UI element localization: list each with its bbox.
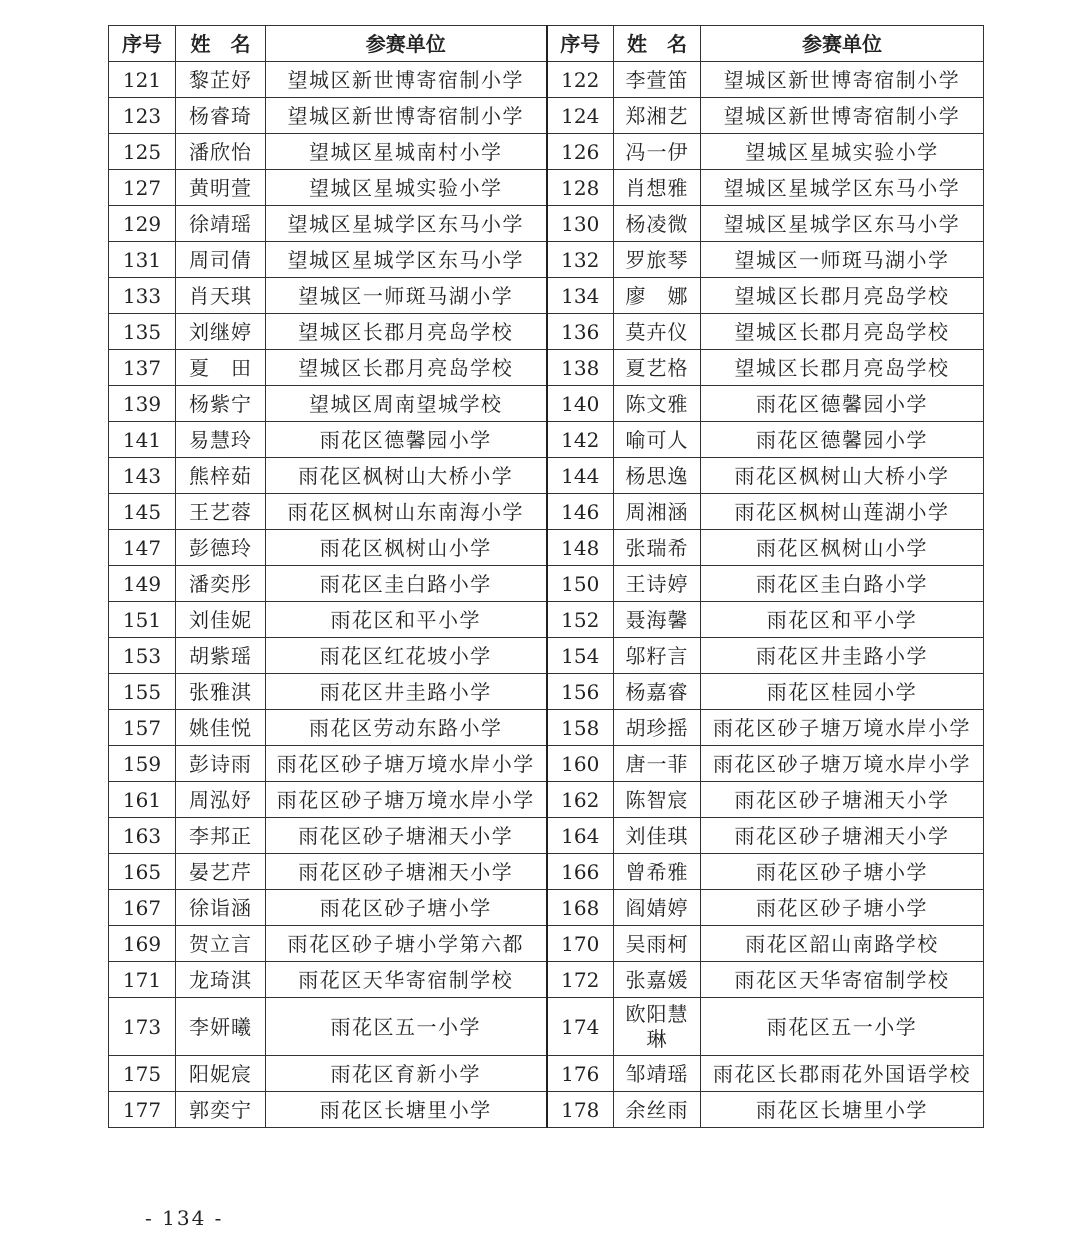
table-row: [109, 98, 984, 134]
table-row: [109, 782, 984, 818]
table-row: [109, 386, 984, 422]
participant-unit: 雨花区劳动东路小学: [266, 710, 547, 746]
table-row: [109, 170, 984, 206]
row-number: 121: [109, 62, 176, 98]
participant-unit: 雨花区砂子塘万境水岸小学: [701, 746, 984, 782]
table-body: [109, 62, 984, 1128]
participant-unit: 雨花区砂子塘小学: [701, 890, 984, 926]
participant-name: 周司倩: [176, 242, 266, 278]
participant-name: 冯一伊: [614, 134, 701, 170]
participant-name: 姚佳悦: [176, 710, 266, 746]
participant-name: 李萱笛: [614, 62, 701, 98]
participant-unit: 雨花区枫树山莲湖小学: [701, 494, 984, 530]
row-number: 164: [547, 818, 614, 854]
participant-unit: 雨花区砂子塘万境水岸小学: [266, 746, 547, 782]
table-row: [109, 566, 984, 602]
participant-unit: 雨花区井圭路小学: [266, 674, 547, 710]
participant-unit: 雨花区长塘里小学: [701, 1092, 984, 1128]
table-row: [109, 818, 984, 854]
header-row: [109, 26, 984, 62]
participant-name: 易慧玲: [176, 422, 266, 458]
participant-unit: 望城区长郡月亮岛学校: [266, 314, 547, 350]
header-name: 姓 名: [614, 26, 701, 62]
row-number: 139: [109, 386, 176, 422]
row-number: 152: [547, 602, 614, 638]
participant-name: 李邦正: [176, 818, 266, 854]
participant-name: 夏 田: [176, 350, 266, 386]
row-number: 135: [109, 314, 176, 350]
table-row: [109, 854, 984, 890]
participant-name: 彭诗雨: [176, 746, 266, 782]
participant-unit: 望城区星城学区东马小学: [266, 206, 547, 242]
participant-name: 唐一菲: [614, 746, 701, 782]
row-number: 171: [109, 962, 176, 998]
row-number: 128: [547, 170, 614, 206]
participant-unit: 雨花区圭白路小学: [701, 566, 984, 602]
participant-name: 刘佳琪: [614, 818, 701, 854]
participant-unit: 雨花区天华寄宿制学校: [266, 962, 547, 998]
row-number: 124: [547, 98, 614, 134]
participant-table: [108, 25, 984, 1128]
row-number: 156: [547, 674, 614, 710]
table-row: [109, 242, 984, 278]
participant-unit: 雨花区枫树山东南海小学: [266, 494, 547, 530]
participant-name: 晏艺芹: [176, 854, 266, 890]
participant-name: 余丝雨: [614, 1092, 701, 1128]
header-seq: 序号: [547, 26, 614, 62]
participant-unit: 望城区长郡月亮岛学校: [266, 350, 547, 386]
participant-name: 郭奕宁: [176, 1092, 266, 1128]
participant-unit: 雨花区枫树山小学: [701, 530, 984, 566]
participant-name: 张瑞希: [614, 530, 701, 566]
participant-name: 张嘉媛: [614, 962, 701, 998]
participant-name: 欧阳慧琳: [614, 998, 701, 1056]
row-number: 140: [547, 386, 614, 422]
participant-unit: 望城区新世博寄宿制小学: [701, 62, 984, 98]
participant-unit: 雨花区德馨园小学: [701, 422, 984, 458]
row-number: 144: [547, 458, 614, 494]
header-unit: 参赛单位: [266, 26, 547, 62]
participant-unit: 雨花区桂园小学: [701, 674, 984, 710]
table-row: [109, 278, 984, 314]
participant-name: 徐靖瑶: [176, 206, 266, 242]
participant-unit: 雨花区砂子塘湘天小学: [701, 782, 984, 818]
participant-unit: 望城区星城学区东马小学: [701, 206, 984, 242]
participant-name: 肖想雅: [614, 170, 701, 206]
participant-name: 阳妮宸: [176, 1056, 266, 1092]
participant-name: 杨思逸: [614, 458, 701, 494]
participant-unit: 雨花区砂子塘小学: [266, 890, 547, 926]
table-row: [109, 494, 984, 530]
participant-name: 罗旅琴: [614, 242, 701, 278]
table-row: [109, 962, 984, 998]
participant-unit: 望城区星城南村小学: [266, 134, 547, 170]
row-number: 130: [547, 206, 614, 242]
participant-name: 胡珍摇: [614, 710, 701, 746]
table-row: [109, 710, 984, 746]
row-number: 153: [109, 638, 176, 674]
participant-name: 胡紫瑶: [176, 638, 266, 674]
row-number: 162: [547, 782, 614, 818]
table-row: [109, 674, 984, 710]
row-number: 177: [109, 1092, 176, 1128]
participant-unit: 雨花区砂子塘湘天小学: [701, 818, 984, 854]
row-number: 169: [109, 926, 176, 962]
header-name: 姓 名: [176, 26, 266, 62]
row-number: 122: [547, 62, 614, 98]
row-number: 131: [109, 242, 176, 278]
row-number: 150: [547, 566, 614, 602]
participant-name: 贺立言: [176, 926, 266, 962]
header-seq: 序号: [109, 26, 176, 62]
participant-unit: 望城区星城学区东马小学: [266, 242, 547, 278]
table-row: [109, 638, 984, 674]
table-row: [109, 350, 984, 386]
participant-unit: 雨花区和平小学: [266, 602, 547, 638]
participant-unit: 雨花区枫树山大桥小学: [701, 458, 984, 494]
row-number: 157: [109, 710, 176, 746]
participant-unit: 雨花区和平小学: [701, 602, 984, 638]
participant-unit: 雨花区五一小学: [266, 998, 547, 1056]
participant-name: 周湘涵: [614, 494, 701, 530]
participant-name: 郑湘艺: [614, 98, 701, 134]
participant-name: 夏艺格: [614, 350, 701, 386]
table-row: [109, 1056, 984, 1092]
participant-unit: 雨花区育新小学: [266, 1056, 547, 1092]
table-row: [109, 1092, 984, 1128]
participant-unit: 雨花区枫树山小学: [266, 530, 547, 566]
participant-unit: 雨花区五一小学: [701, 998, 984, 1056]
participant-unit: 雨花区砂子塘湘天小学: [266, 854, 547, 890]
row-number: 143: [109, 458, 176, 494]
row-number: 136: [547, 314, 614, 350]
participant-name: 邬籽言: [614, 638, 701, 674]
participant-unit: 雨花区砂子塘万境水岸小学: [266, 782, 547, 818]
participant-name: 陈文雅: [614, 386, 701, 422]
row-number: 174: [547, 998, 614, 1056]
row-number: 145: [109, 494, 176, 530]
participant-unit: 雨花区井圭路小学: [701, 638, 984, 674]
participant-name: 刘佳妮: [176, 602, 266, 638]
row-number: 165: [109, 854, 176, 890]
row-number: 176: [547, 1056, 614, 1092]
row-number: 137: [109, 350, 176, 386]
participant-unit: 望城区一师斑马湖小学: [266, 278, 547, 314]
row-number: 129: [109, 206, 176, 242]
table-row: [109, 530, 984, 566]
row-number: 138: [547, 350, 614, 386]
participant-name: 杨嘉睿: [614, 674, 701, 710]
row-number: 178: [547, 1092, 614, 1128]
participant-name: 廖 娜: [614, 278, 701, 314]
participant-name: 黎芷妤: [176, 62, 266, 98]
participant-name: 黄明萱: [176, 170, 266, 206]
participant-name: 张雅淇: [176, 674, 266, 710]
participant-unit: 雨花区长塘里小学: [266, 1092, 547, 1128]
participant-unit: 望城区新世博寄宿制小学: [266, 62, 547, 98]
table-row: [109, 62, 984, 98]
table-row: [109, 602, 984, 638]
participant-name: 曾希雅: [614, 854, 701, 890]
row-number: 172: [547, 962, 614, 998]
participant-unit: 望城区星城学区东马小学: [701, 170, 984, 206]
page-number: - 134 -: [145, 1206, 224, 1230]
row-number: 160: [547, 746, 614, 782]
participant-unit: 雨花区德馨园小学: [701, 386, 984, 422]
participant-name: 吴雨柯: [614, 926, 701, 962]
participant-unit: 雨花区圭白路小学: [266, 566, 547, 602]
participant-name: 聂海馨: [614, 602, 701, 638]
row-number: 149: [109, 566, 176, 602]
participant-unit: 望城区星城实验小学: [701, 134, 984, 170]
participant-name: 龙琦淇: [176, 962, 266, 998]
participant-unit: 雨花区砂子塘万境水岸小学: [701, 710, 984, 746]
participant-unit: 望城区长郡月亮岛学校: [701, 278, 984, 314]
participant-name: 杨凌微: [614, 206, 701, 242]
participant-name: 王艺蓉: [176, 494, 266, 530]
participant-unit: 雨花区长郡雨花外国语学校: [701, 1056, 984, 1092]
row-number: 151: [109, 602, 176, 638]
row-number: 141: [109, 422, 176, 458]
participant-unit: 雨花区砂子塘小学: [701, 854, 984, 890]
row-number: 163: [109, 818, 176, 854]
row-number: 134: [547, 278, 614, 314]
row-number: 173: [109, 998, 176, 1056]
participant-unit: 望城区新世博寄宿制小学: [701, 98, 984, 134]
row-number: 132: [547, 242, 614, 278]
participant-name: 彭德玲: [176, 530, 266, 566]
participant-unit: 望城区新世博寄宿制小学: [266, 98, 547, 134]
participant-name: 邹靖瑶: [614, 1056, 701, 1092]
participant-name: 王诗婷: [614, 566, 701, 602]
row-number: 125: [109, 134, 176, 170]
participant-unit: 雨花区天华寄宿制学校: [701, 962, 984, 998]
participant-unit: 雨花区砂子塘湘天小学: [266, 818, 547, 854]
row-number: 123: [109, 98, 176, 134]
row-number: 147: [109, 530, 176, 566]
row-number: 126: [547, 134, 614, 170]
table-row: [109, 458, 984, 494]
participant-name: 莫卉仪: [614, 314, 701, 350]
participant-name: 杨睿琦: [176, 98, 266, 134]
header-unit: 参赛单位: [701, 26, 984, 62]
participant-name: 阎婧婷: [614, 890, 701, 926]
row-number: 155: [109, 674, 176, 710]
participant-name: 陈智宸: [614, 782, 701, 818]
row-number: 146: [547, 494, 614, 530]
row-number: 127: [109, 170, 176, 206]
participant-unit: 望城区长郡月亮岛学校: [701, 314, 984, 350]
participant-name: 肖天琪: [176, 278, 266, 314]
row-number: 158: [547, 710, 614, 746]
participant-unit: 雨花区红花坡小学: [266, 638, 547, 674]
table-row: [109, 134, 984, 170]
participant-unit: 望城区周南望城学校: [266, 386, 547, 422]
participant-name: 徐诣涵: [176, 890, 266, 926]
row-number: 148: [547, 530, 614, 566]
participant-name: 熊梓茹: [176, 458, 266, 494]
participant-name: 喻可人: [614, 422, 701, 458]
participant-unit: 雨花区德馨园小学: [266, 422, 547, 458]
participant-unit: 雨花区韶山南路学校: [701, 926, 984, 962]
table-row: [109, 206, 984, 242]
table-row: [109, 926, 984, 962]
table-row: [109, 998, 984, 1056]
row-number: 159: [109, 746, 176, 782]
participant-unit: 雨花区枫树山大桥小学: [266, 458, 547, 494]
table-row: [109, 746, 984, 782]
participant-name: 李妍曦: [176, 998, 266, 1056]
row-number: 167: [109, 890, 176, 926]
row-number: 142: [547, 422, 614, 458]
participant-name: 潘欣怡: [176, 134, 266, 170]
participant-name: 潘奕彤: [176, 566, 266, 602]
row-number: 170: [547, 926, 614, 962]
participant-unit: 望城区星城实验小学: [266, 170, 547, 206]
row-number: 168: [547, 890, 614, 926]
table-row: [109, 422, 984, 458]
table-row: [109, 314, 984, 350]
participant-name: 周泓妤: [176, 782, 266, 818]
row-number: 175: [109, 1056, 176, 1092]
row-number: 161: [109, 782, 176, 818]
row-number: 133: [109, 278, 176, 314]
participant-unit: 望城区长郡月亮岛学校: [701, 350, 984, 386]
participant-name: 刘继婷: [176, 314, 266, 350]
participant-unit: 雨花区砂子塘小学第六都: [266, 926, 547, 962]
participant-name: 杨紫宁: [176, 386, 266, 422]
row-number: 166: [547, 854, 614, 890]
table-row: [109, 890, 984, 926]
participant-unit: 望城区一师斑马湖小学: [701, 242, 984, 278]
row-number: 154: [547, 638, 614, 674]
